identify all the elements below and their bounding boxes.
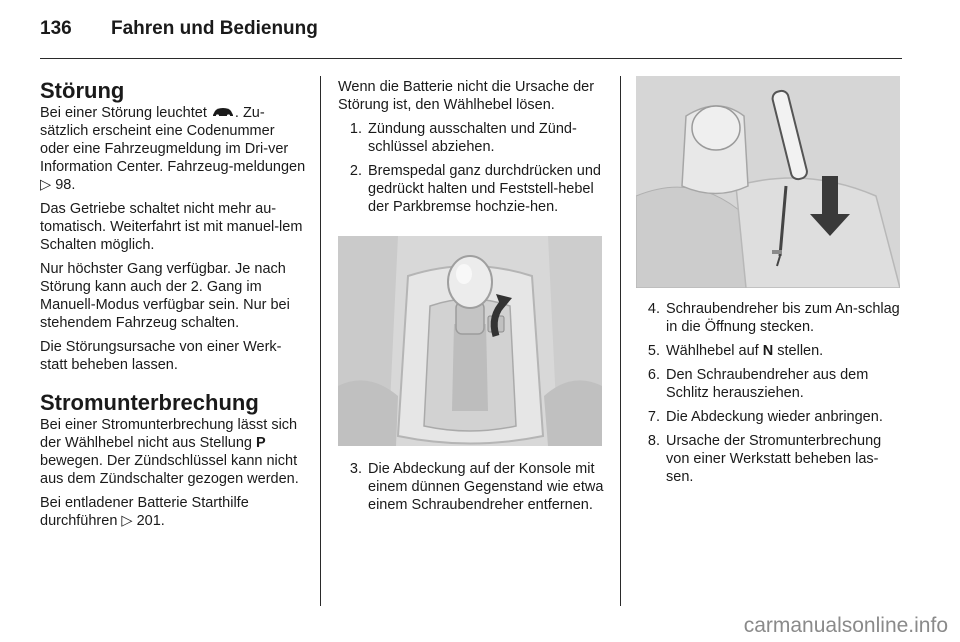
list-item: 3. Die Abdeckung auf der Konsole mit einem dünnen Gegenstand wie etwa einem Schraubendreher entfernen. (349, 461, 604, 513)
ref-arrow-icon: ▷ (40, 177, 52, 193)
column-divider-left (320, 76, 321, 606)
figure-screwdriver (636, 76, 900, 288)
screwdriver-illustration (636, 76, 900, 288)
steps-list-1 (338, 120, 604, 216)
column-divider-right (620, 76, 621, 606)
ref-arrow-icon: ▷ (121, 513, 133, 529)
paragraph-intro: Wenn die Batterie nicht die Ursache der Störung ist, den Wählhebel lösen. (338, 79, 595, 113)
list-item: 4. Schraubendreher bis zum An-schlag in die Öffnung stecken. (647, 301, 900, 335)
steps-list-2 (338, 460, 604, 514)
page-title: Fahren und Bedienung (110, 18, 318, 39)
list-item: 8. Ursache der Stromunterbrechung von einer Werkstatt beheben las-sen. (647, 433, 882, 485)
section-title-stromunterbrechung: Stromunterbrechung (40, 390, 259, 415)
list-item: 1. Zündung ausschalten und Zünd-schlüssel abziehen. (349, 121, 577, 155)
watermark: carmanualsonline.info (743, 614, 948, 637)
paragraph-6: Bei entladener Batterie Starthilfe durchführen ▷ 201. (40, 495, 249, 529)
section-title-stoerung: Störung (40, 78, 125, 103)
car-wrench-icon (211, 106, 235, 118)
paragraph-4: Die Störungsursache von einer Werk-statt beheben lassen. (40, 339, 282, 373)
steps-list-3 (636, 300, 904, 486)
header-rule (40, 58, 902, 59)
paragraph-1: Bei einer Störung leuchtet . Zu-sätzlich erscheint eine Codenummer oder eine Fahrzeugmeldung im Dri-ver Information Center. Fahrzeug-meldungen ▷ 98. (40, 105, 306, 193)
paragraph-3: Nur höchster Gang verfügbar. Je nach Störung kann auch der 2. Gang im Manuell-Modus verfügbar sein. Nur bei stehendem Fahrzeug schalten. (40, 261, 290, 331)
middle-column-lower (338, 460, 604, 520)
page-number: 136 (40, 18, 72, 39)
figure-console-cover (338, 236, 602, 446)
paragraph-5: Bei einer Stromunterbrechung lässt sich der Wählhebel nicht aus Stellung P bewegen. Der Zündschlüssel kann nicht aus dem Zündschalter gezogen werden. (40, 417, 299, 487)
middle-column (338, 78, 604, 222)
paragraph-2: Das Getriebe schaltet nicht mehr au-tomatisch. Weiterfahrt ist mit manuel-lem Schalten möglich. (40, 201, 303, 253)
list-item: 7. Die Abdeckung wieder anbringen. (647, 409, 883, 425)
right-column (636, 300, 904, 492)
list-item: 5. Wählhebel auf N stellen. (647, 343, 824, 359)
list-item: 6. Den Schraubendreher aus dem Schlitz herausziehen. (647, 367, 869, 401)
list-item: 2. Bremspedal ganz durchdrücken und gedrückt halten und Feststell-hebel der Parkbremse hochzie-hen. (349, 163, 601, 215)
left-column (40, 78, 306, 536)
console-illustration (338, 236, 602, 446)
page-header (40, 18, 318, 40)
